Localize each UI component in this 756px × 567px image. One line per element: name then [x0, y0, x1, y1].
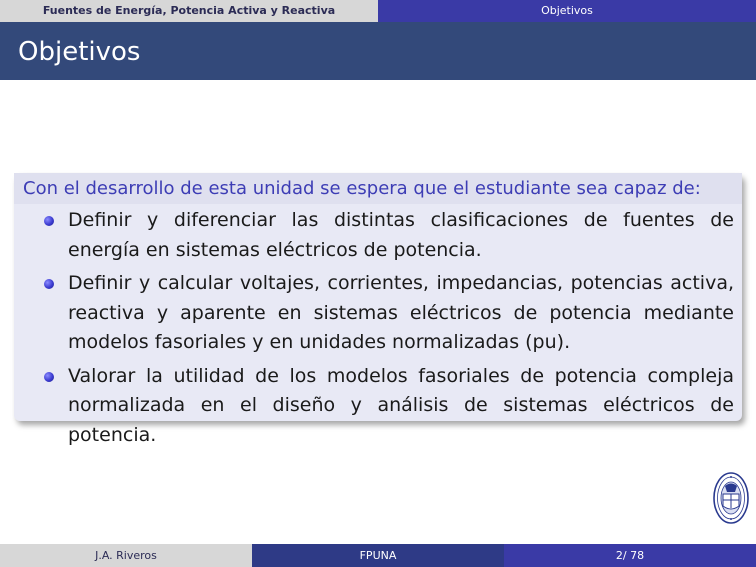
header-section-title[interactable]: Fuentes de Energía, Potencia Activa y Reactiva	[0, 0, 378, 22]
footer-page-number: 2/ 78	[504, 544, 756, 567]
university-seal-icon	[713, 472, 749, 524]
objectives-block	[14, 173, 742, 446]
list-item	[38, 206, 734, 265]
block-body	[14, 206, 742, 450]
footer-institution: FPUNA	[252, 544, 504, 567]
frame-title-bar	[0, 22, 756, 80]
block-heading: Con el desarrollo de esta unidad se espera que el estudiante sea capaz de:	[14, 173, 742, 204]
slide-title: Objetivos	[18, 37, 141, 67]
bullet-icon	[44, 216, 54, 226]
list-item-text: Definir y diferenciar las distintas clasificaciones de fuentes de energía en sistemas eléctricos de potencia.	[68, 209, 734, 261]
list-item-text: Valorar la utilidad de los modelos fasoriales de potencia compleja normalizada en el diseño y análisis de sistemas eléctricos de potencia.	[68, 364, 734, 446]
footer-bar	[0, 544, 756, 567]
bullet-icon	[44, 279, 54, 289]
objectives-list	[38, 206, 734, 450]
bullet-icon	[44, 372, 54, 382]
header-subsection-title[interactable]: Objetivos	[378, 0, 756, 22]
list-item	[38, 362, 734, 451]
footer-author: J.A. Riveros	[0, 544, 252, 567]
list-item-text: Definir y calcular voltajes, corrientes, impedancias, potencias activa, reactiva y aparente en sistemas eléctricos de potencia mediante modelos fasoriales y en unidades normalizadas (pu).	[68, 272, 734, 353]
list-item	[38, 269, 734, 358]
header-navigation-bar	[0, 0, 756, 22]
